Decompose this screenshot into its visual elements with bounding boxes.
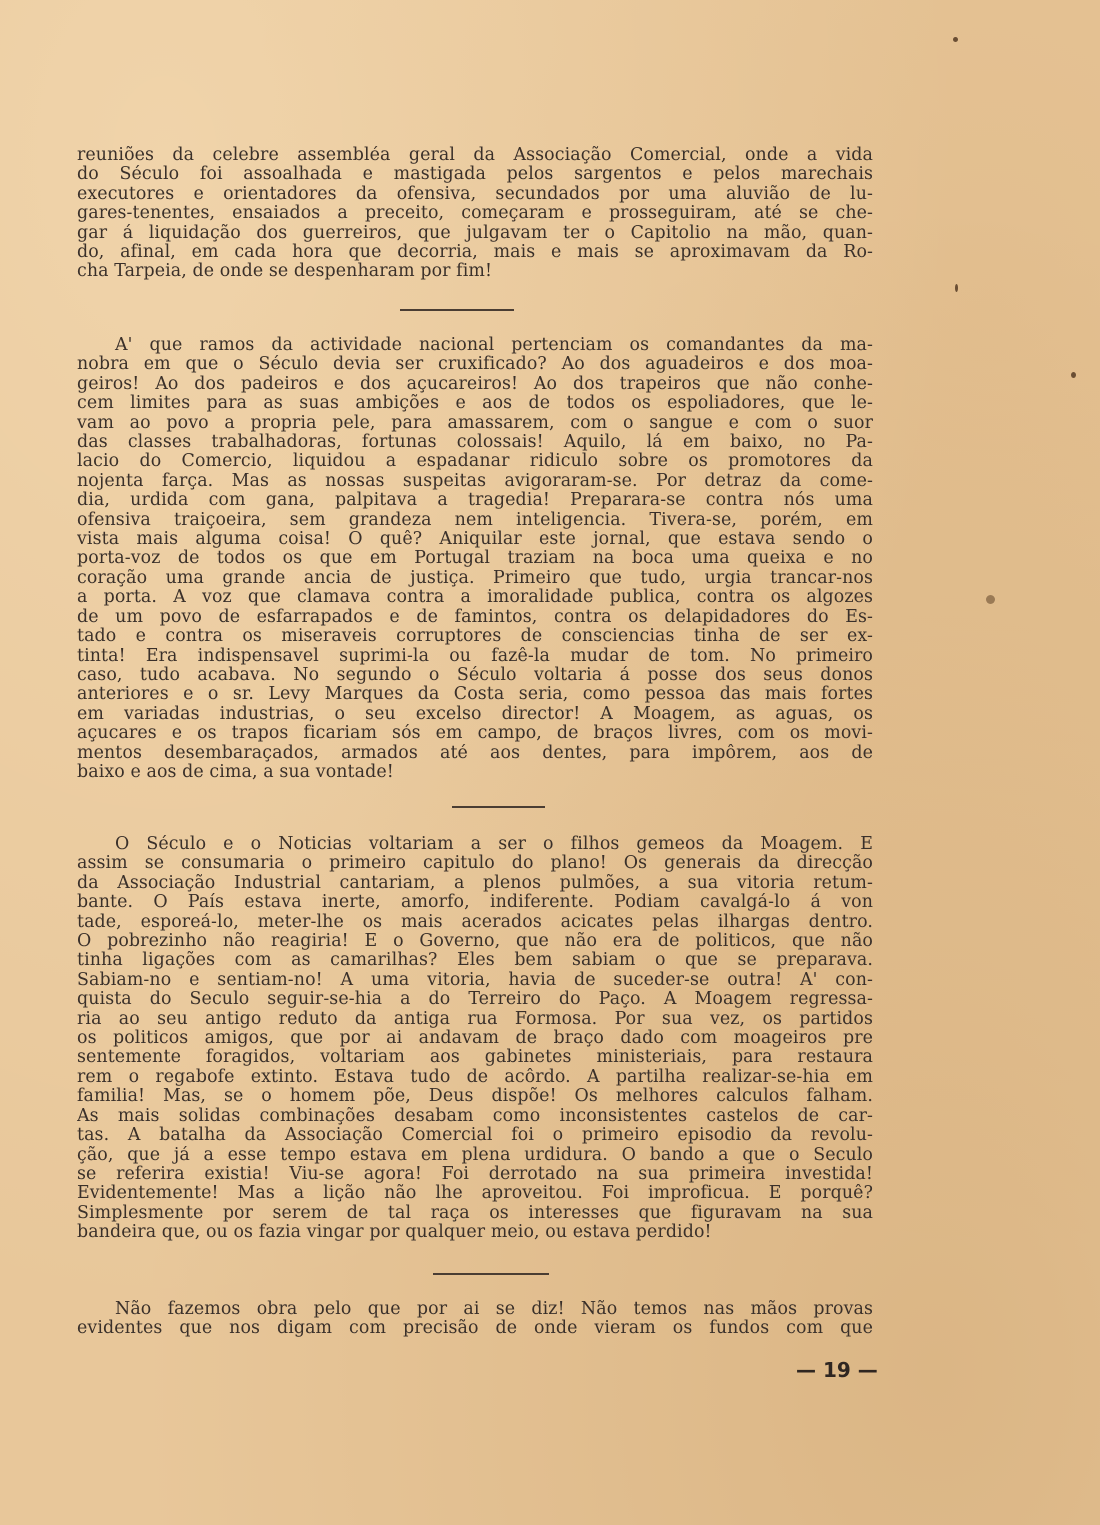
paragraph-4 bbox=[77, 1300, 873, 1339]
text-line: gar á liquidação dos guerreiros, que julgavam ter o Capitolio na mão, quan- bbox=[77, 223, 873, 243]
text-line: baixo e aos de cima, a sua vontade! bbox=[77, 762, 394, 782]
text-line: Simplesmente por serem de tal raça os interesses que figuravam na sua bbox=[77, 1203, 873, 1223]
text-line: tinta! Era indispensavel suprimi-la ou fazê-la mudar de tom. No primeiro bbox=[77, 646, 873, 666]
text-line: Não fazemos obra pelo que por ai se diz! Não temos nas mãos provas bbox=[115, 1300, 873, 1319]
text-line: caso, tudo acabava. No segundo o Século voltaria á posse dos seus donos bbox=[77, 665, 873, 685]
paragraph-2 bbox=[77, 336, 873, 782]
text-line: assim se consumaria o primeiro capitulo do plano! Os generais da direcção bbox=[77, 854, 873, 874]
text-line: sentemente foragidos, voltariam aos gabinetes ministeriais, para restaura bbox=[77, 1048, 873, 1068]
text-line: de um povo de esfarrapados e de famintos, contra os delapidadores do Es- bbox=[77, 607, 873, 627]
paragraph-1 bbox=[77, 146, 873, 282]
text-line: das classes trabalhadoras, fortunas colossais! Aquilo, lá em baixo, no Pa- bbox=[77, 433, 873, 453]
text-line: vista mais alguma coisa! O quê? Aniquilar este jornal, que estava sendo o bbox=[77, 530, 873, 550]
text-line: nojenta farça. Mas as nossas suspeitas avigoraram-se. Por detraz da come- bbox=[77, 471, 873, 491]
text-line: geiros! Ao dos padeiros e dos açucareiros! Ao dos trapeiros que não conhe- bbox=[77, 374, 873, 394]
text-line: a porta. A voz que clamava contra a imoralidade publica, contra os algozes bbox=[77, 588, 873, 608]
paper-speck bbox=[955, 284, 958, 292]
text-line: As mais solidas combinações desabam como inconsistentes castelos de car- bbox=[77, 1106, 873, 1126]
text-line: executores e orientadores da ofensiva, secundados por uma aluvião de lu- bbox=[77, 184, 873, 204]
text-line: os politicos amigos, que por ai andavam de braço dado com moageiros pre bbox=[77, 1029, 873, 1049]
text-line: cem limites para as suas ambições e aos de todos os espoliadores, que le- bbox=[77, 394, 873, 414]
text-line: açucares e os trapos ficariam sós em campo, de braços livres, com os movi- bbox=[77, 724, 873, 744]
paper-speck bbox=[953, 37, 958, 42]
paper-speck bbox=[986, 595, 995, 604]
text-line: porta-voz de todos os que em Portugal traziam na boca uma queixa e no bbox=[77, 549, 873, 569]
paragraph-3 bbox=[77, 835, 873, 1243]
text-line: bandeira que, ou os fazia vingar por qualquer meio, ou estava perdido! bbox=[77, 1223, 712, 1243]
text-line: tinha ligações com as camarilhas? Eles bem sabiam o que se preparava. bbox=[77, 951, 873, 971]
text-line: reuniões da celebre assembléa geral da Associação Comercial, onde a vida bbox=[77, 146, 873, 165]
paper-speck bbox=[1071, 372, 1076, 378]
text-line: rem o regabofe extinto. Estava tudo de acôrdo. A partilha realizar-se-hia em bbox=[77, 1067, 873, 1087]
text-line: A' que ramos da actividade nacional pertenciam os comandantes da ma- bbox=[115, 336, 873, 355]
text-line: cha Tarpeia, de onde se despenharam por fim! bbox=[77, 262, 493, 282]
text-line: anteriores e o sr. Levy Marques da Costa seria, como pessoa das mais fortes bbox=[77, 685, 873, 705]
text-line: tade, esporeá-lo, meter-lhe os mais acerados acicates pelas ilhargas dentro. bbox=[77, 912, 873, 932]
text-line: ria ao seu antigo reduto da antiga rua Formosa. Por sua vez, os partidos bbox=[77, 1009, 873, 1029]
text-line: nobra em que o Século devia ser cruxificado? Ao dos aguadeiros e dos moa- bbox=[77, 355, 873, 375]
text-line: ção, que já a esse tempo estava em plena urdidura. O bando a que o Seculo bbox=[77, 1145, 873, 1165]
text-line: da Associação Industrial cantariam, a plenos pulmões, a sua vitoria retum- bbox=[77, 873, 873, 893]
page-number: — 19 — bbox=[796, 1358, 878, 1382]
text-line: O Século e o Noticias voltariam a ser o filhos gemeos da Moagem. E bbox=[115, 835, 873, 854]
text-line: mentos desembaraçados, armados até aos dentes, para impôrem, aos de bbox=[77, 743, 873, 763]
text-line: do Século foi assoalhada e mastigada pelos sargentos e pelos marechais bbox=[77, 165, 873, 185]
text-line: coração uma grande ancia de justiça. Primeiro que tudo, urgia trancar-nos bbox=[77, 568, 873, 588]
text-line: familia! Mas, se o homem põe, Deus dispõe! Os melhores calculos falham. bbox=[77, 1087, 873, 1107]
section-divider bbox=[400, 309, 514, 311]
text-line: lacio do Comercio, liquidou a espadanar ridiculo sobre os promotores da bbox=[77, 452, 873, 472]
text-line: quista do Seculo seguir-se-hia a do Terreiro do Paço. A Moagem regressa- bbox=[77, 990, 873, 1010]
section-divider bbox=[433, 1273, 549, 1275]
text-line: evidentes que nos digam com precisão de onde vieram os fundos com que bbox=[77, 1319, 873, 1339]
text-line: tado e contra os miseraveis corruptores de consciencias tinha de ser ex- bbox=[77, 627, 873, 647]
section-divider bbox=[452, 806, 545, 808]
text-line: Evidentemente! Mas a lição não lhe aproveitou. Foi improficua. E porquê? bbox=[77, 1184, 873, 1204]
text-line: Sabiam-no e sentiam-no! A uma vitoria, havia de suceder-se outra! A' con- bbox=[77, 970, 873, 990]
text-line: O pobrezinho não reagiria! E o Governo, que não era de politicos, que não bbox=[77, 932, 873, 952]
text-line: dia, urdida com gana, palpitava a tragedia! Preparara-se contra nós uma bbox=[77, 491, 873, 511]
text-line: se referira existia! Viu-se agora! Foi derrotado na sua primeira investida! bbox=[77, 1164, 873, 1184]
text-line: ofensiva traiçoeira, sem grandeza nem inteligencia. Tivera-se, porém, em bbox=[77, 510, 873, 530]
text-line: do, afinal, em cada hora que decorria, mais e mais se aproximavam da Ro- bbox=[77, 243, 873, 263]
text-line: gares-tenentes, ensaiados a preceito, começaram e prosseguiram, até se che- bbox=[77, 204, 873, 224]
text-line: tas. A batalha da Associação Comercial foi o primeiro episodio da revolu- bbox=[77, 1126, 873, 1146]
text-line: vam ao povo a propria pele, para amassarem, com o sangue e com o suor bbox=[77, 413, 873, 433]
text-line: em variadas industrias, o seu excelso director! A Moagem, as aguas, os bbox=[77, 704, 873, 724]
text-line: bante. O País estava inerte, amorfo, indiferente. Podiam cavalgá-lo á von bbox=[77, 893, 873, 913]
